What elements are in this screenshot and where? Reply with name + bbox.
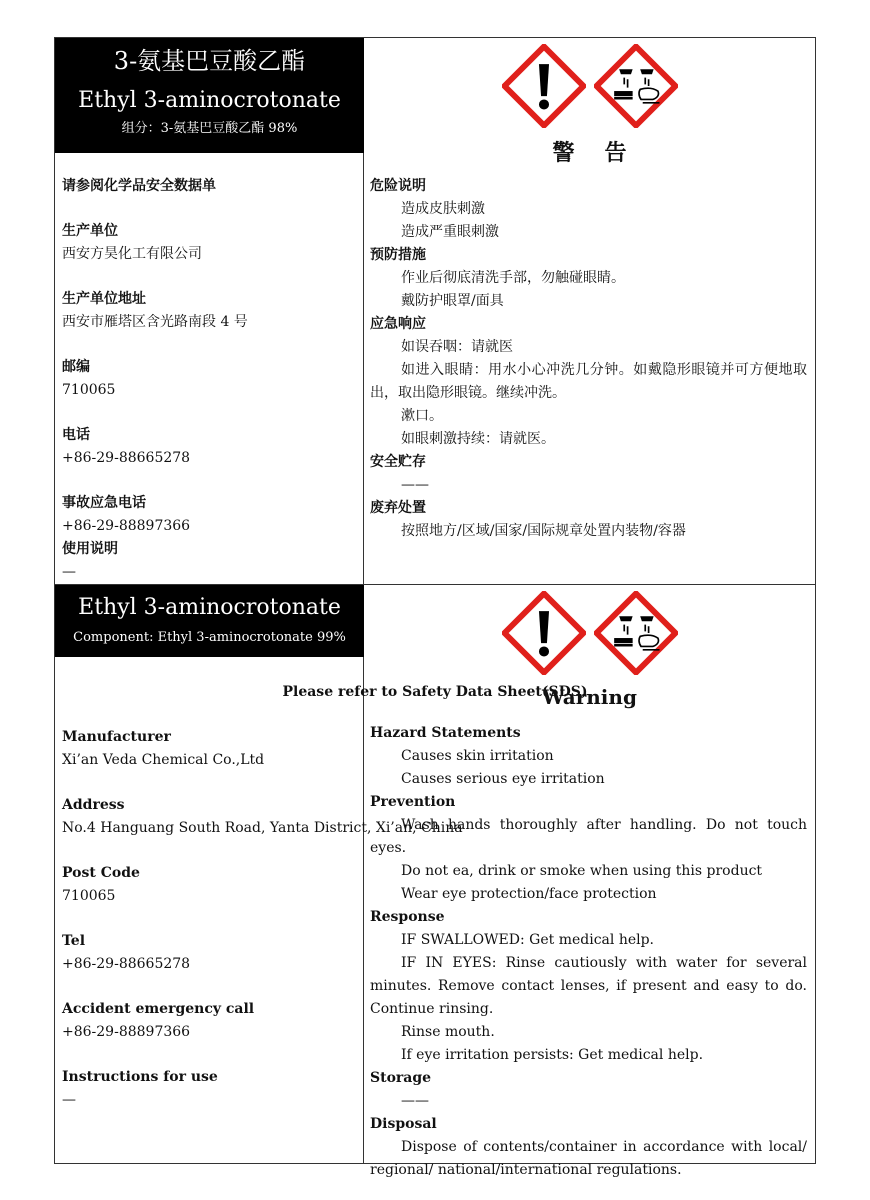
- postcode-value: 710065: [62, 382, 116, 398]
- response-item: 漱口。: [401, 408, 443, 424]
- disposal-value: 按照地方/区域/国家/国际规章处置内装物/容器: [401, 523, 686, 539]
- storage-value: ——: [401, 1093, 429, 1109]
- emergency-value: +86-29-88897366: [62, 1024, 191, 1040]
- corrosion-pictogram-icon: [594, 591, 678, 675]
- disposal-value: Dispose of contents/container in accordance with local/ regional/ national/international regulations.: [370, 1139, 807, 1178]
- address-value: 西安市雁塔区含光路南段 4 号: [62, 314, 248, 330]
- tel-value: +86-29-88665278: [62, 956, 191, 972]
- prevention-item: Do not ea, drink or smoke when using this product: [401, 863, 763, 879]
- hazard-item: 造成皮肤刺激: [401, 201, 485, 217]
- signal-word: Warning: [542, 685, 637, 709]
- label-english: [54, 585, 816, 1178]
- corrosion-pictogram-icon: [594, 44, 678, 128]
- tel-label: Tel: [62, 933, 86, 949]
- hazard-label: Hazard Statements: [370, 725, 521, 741]
- response-label: Response: [370, 909, 445, 925]
- sds-reference: 请参阅化学品安全数据单: [62, 178, 216, 194]
- disposal-label: Disposal: [370, 1116, 437, 1132]
- instructions-value: —: [62, 564, 76, 580]
- response-item: IF SWALLOWED: Get medical help.: [401, 932, 655, 948]
- instructions-label: Instructions for use: [62, 1069, 218, 1085]
- manufacturer-value: Xi’an Veda Chemical Co.,Ltd: [62, 752, 265, 768]
- precautionary-statements: [370, 722, 807, 1182]
- tel-value: +86-29-88665278: [62, 450, 191, 466]
- component: Component: Ethyl 3-aminocrotonate 99%: [73, 630, 346, 645]
- product-name-en: Ethyl 3-aminocrotonate: [78, 88, 341, 113]
- response-item: IF IN EYES: Rinse cautiously with water for several minutes. Remove contact lenses, if present and easy to do. Continue rinsing.: [370, 955, 807, 1017]
- disposal-label: 废弃处置: [370, 500, 426, 516]
- manufacturer-label: Manufacturer: [62, 729, 171, 745]
- storage-label: 安全贮存: [370, 454, 426, 470]
- prevention-item: 作业后彻底清洗手部，勿触碰眼睛。: [401, 270, 625, 286]
- product-name-cn: 3-氨基巴豆酸乙酯: [113, 47, 306, 75]
- prevention-item: Wear eye protection/face protection: [401, 886, 657, 902]
- storage-label: Storage: [370, 1070, 432, 1086]
- tel-label: 电话: [62, 427, 90, 443]
- pictogram-row: [364, 44, 815, 128]
- exclamation-mark-pictogram-icon: [502, 44, 586, 128]
- label-chinese: [54, 37, 816, 585]
- emergency-label: Accident emergency call: [62, 1001, 255, 1017]
- prevention-label: 预防措施: [370, 247, 426, 263]
- response-item: Rinse mouth.: [401, 1024, 495, 1040]
- hazard-item: Causes skin irritation: [401, 748, 554, 764]
- address-label: Address: [62, 797, 125, 813]
- prevention-item: Wash hands thoroughly after handling. Do not touch eyes.: [370, 817, 807, 856]
- title-block: [55, 585, 364, 657]
- hazard-label: 危险说明: [370, 178, 426, 194]
- prevention-item: 戴防护眼罩/面具: [401, 293, 504, 309]
- response-item: If eye irritation persists: Get medical help.: [401, 1047, 704, 1063]
- address-value: No.4 Hanguang South Road, Yanta District, Xi’an, China: [62, 820, 463, 836]
- emergency-value: +86-29-88897366: [62, 518, 191, 534]
- postcode-label: Post Code: [62, 865, 140, 881]
- emergency-label: 事故应急电话: [62, 495, 146, 511]
- response-item: 如误吞咽：请就医: [401, 339, 513, 355]
- response-label: 应急响应: [370, 316, 426, 332]
- manufacturer-label: 生产单位: [62, 223, 118, 239]
- title-block: [55, 38, 364, 153]
- precautionary-statements: [370, 175, 807, 543]
- product-name-en: Ethyl 3-aminocrotonate: [78, 595, 341, 620]
- hazard-item: 造成严重眼刺激: [401, 224, 499, 240]
- instructions-label: 使用说明: [62, 541, 118, 557]
- response-item: 如眼刺激持续：请就医。: [401, 431, 555, 447]
- exclamation-mark-pictogram-icon: [502, 591, 586, 675]
- sds-reference: Please refer to Safety Data Sheet(SDS): [282, 684, 588, 700]
- signal-word: 警告: [552, 140, 657, 166]
- storage-value: ——: [401, 477, 429, 493]
- postcode-label: 邮编: [62, 359, 90, 375]
- manufacturer-value: 西安方昊化工有限公司: [62, 246, 202, 262]
- component: 组分：3-氨基巴豆酸乙酯 98%: [121, 121, 298, 136]
- postcode-value: 710065: [62, 888, 116, 904]
- address-label: 生产单位地址: [62, 291, 146, 307]
- pictogram-row: [364, 591, 815, 675]
- instructions-value: —: [62, 1092, 76, 1108]
- response-item: 如进入眼睛：用水小心冲洗几分钟。如戴隐形眼镜并可方便地取出，取出隐形眼镜。继续冲洗。: [370, 362, 807, 401]
- hazard-item: Causes serious eye irritation: [401, 771, 605, 787]
- prevention-label: Prevention: [370, 794, 456, 810]
